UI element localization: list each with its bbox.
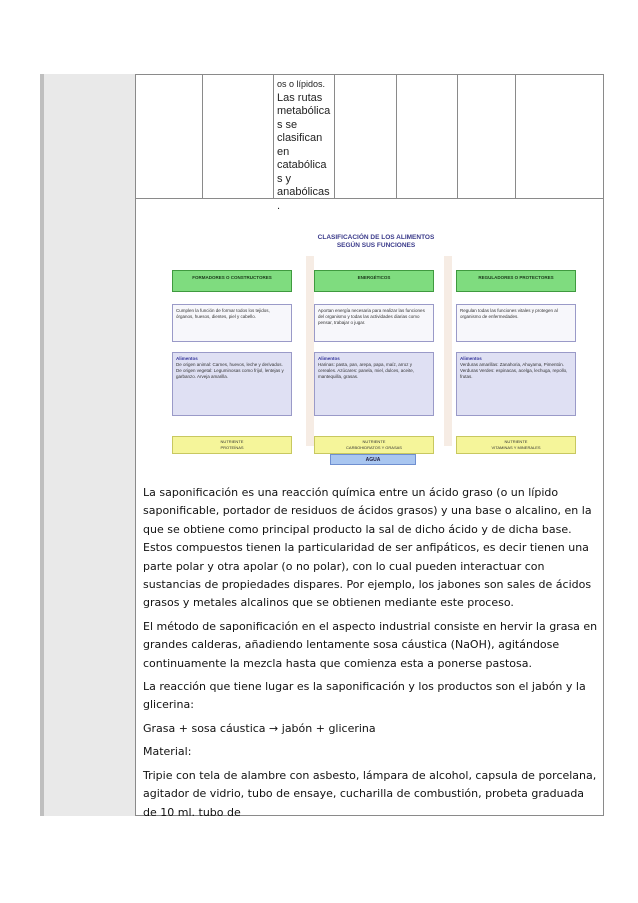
column-description: Cumplen la función de formar todos los tejidos, órganos, huesos, dientes, piel y cabello.: [172, 304, 292, 342]
nutrient-label: NUTRIENTE: [362, 439, 386, 444]
column-foods: [456, 352, 576, 416]
figure-title-line: CLASIFICACIÓN DE LOS ALIMENTOS: [317, 234, 435, 241]
figure-column-regulators: [456, 270, 576, 454]
table-cell-1: [136, 74, 203, 198]
nutrient-label: NUTRIENTE: [220, 439, 244, 444]
paragraph-saponification-definition: La saponificación es una reacción química entre un ácido graso (o un lípido saponificable, portador de residuos de ácidos grasos) y una base o alcalino, en la que se obtiene como principal producto la sal de dicho ácido y de dicha base. Estos compuestos tienen la particularidad de ser anfipáticos, es decir tienen una parte polar y otra apolar (o no polar), con lo cual pueden interactuar con sustancias de propiedades dispares. Por ejemplo, los jabones son sales de ácidos grasos y metales alcalinos que se obtienen mediante este proceso.: [143, 486, 592, 610]
column-nutrient: [456, 436, 576, 454]
table-cell-5: [397, 74, 458, 198]
water-label: AGUA: [330, 454, 416, 465]
paragraph-material-list: Tripie con tela de alambre con asbesto, lámpara de alcohol, capsula de porcelana, agitador de vidrio, tubo de ensaye, cucharilla de combustión, probeta graduada de 10 ml. tubo de: [143, 768, 597, 819]
table-cell-4: [335, 74, 397, 198]
nutrient-name: VITAMINAS Y MINERALES: [491, 445, 541, 450]
paragraph-equation: Grasa + sosa cáustica → jabón + glicerina: [143, 721, 376, 735]
table-cell-7: [516, 74, 604, 198]
cell-line: os o lípidos.: [277, 79, 326, 89]
nutrient-name: PROTEÍNAS: [220, 445, 244, 450]
figure-separator: [444, 256, 452, 446]
figure-column-builders: [172, 270, 292, 454]
foods-list: Verduras amarillas: Zanahoria, Ahuyama, Pimentón. Verduras Verdes: espinacas, acelga, lechuga, repollo, frutas.: [460, 362, 568, 379]
figure-column-energy: [314, 270, 434, 454]
column-description: Regulan todas las funciones vitales y protegen al organismo de enfermedades.: [456, 304, 576, 342]
column-nutrient: [314, 436, 434, 454]
foods-list: Harinas: pasta, pan, arepa, papa, maíz, arroz y cereales. Azúcares: panela, miel, dulces, aceite, mantequilla, grasas.: [318, 362, 415, 379]
cell-line: clasifican: [277, 132, 323, 144]
cell-line: s se: [277, 118, 298, 131]
figure-separator: [306, 256, 314, 446]
cell-line: metabólica: [277, 105, 331, 117]
cell-line: en: [277, 145, 290, 158]
cell-line: Las rutas: [277, 91, 323, 104]
paragraph-industrial-method: El método de saponificación en el aspecto industrial consiste en hervir la grasa en grandes calderas, añadiendo lentamente sosa cáustica (NaOH), agitándose continuamente la mezcla hasta que comienza esta a ponerse pastosa.: [143, 619, 598, 670]
nutrient-label: NUTRIENTE: [504, 439, 528, 444]
food-classification-figure: [166, 226, 586, 472]
table-left-column: [44, 74, 136, 816]
cell-line: catabólica: [277, 159, 327, 171]
column-header: ENERGÉTICOS: [314, 270, 434, 292]
table-cell-text: [277, 78, 337, 213]
foods-title: Alimentos: [176, 356, 198, 361]
column-description: Aportan energía necesaria para realizar las funciones del organismo y todas las actividades diarias como pensar, trabajar o jugar.: [314, 304, 434, 342]
table-cell-2: [203, 74, 274, 198]
paragraph-material-heading: Material:: [143, 745, 192, 759]
cell-line: s y: [277, 172, 292, 185]
foods-title: Alimentos: [460, 356, 482, 361]
nutrient-name: CARBOHIDRATOS Y GRASAS: [346, 445, 402, 450]
figure-title-line: SEGÚN SUS FUNCIONES: [336, 242, 416, 249]
column-header: FORMADORES O CONSTRUCTORES: [172, 270, 292, 292]
table-cell-6: [458, 74, 516, 198]
column-foods: [172, 352, 292, 416]
paragraph-reaction: La reacción que tiene lugar es la saponificación y los productos son el jabón y la glicerina:: [143, 680, 586, 712]
column-nutrient: [172, 436, 292, 454]
column-foods: [314, 352, 434, 416]
table-top-row: [136, 74, 604, 198]
foods-list: De origen animal: Carnes, huevos, leche y derivados. De origen vegetal: Leguminosas como frijol, lentejas y garbanzo. Arveja amarilla.: [176, 362, 284, 379]
body-text: [143, 484, 598, 827]
cell-line: .: [277, 199, 281, 212]
column-header: REGULADORES O PROTECTORES: [456, 270, 576, 292]
table-row-divider: [136, 198, 604, 199]
foods-title: Alimentos: [318, 356, 340, 361]
cell-line: anabólicas: [277, 186, 330, 198]
figure-title: [316, 234, 436, 250]
